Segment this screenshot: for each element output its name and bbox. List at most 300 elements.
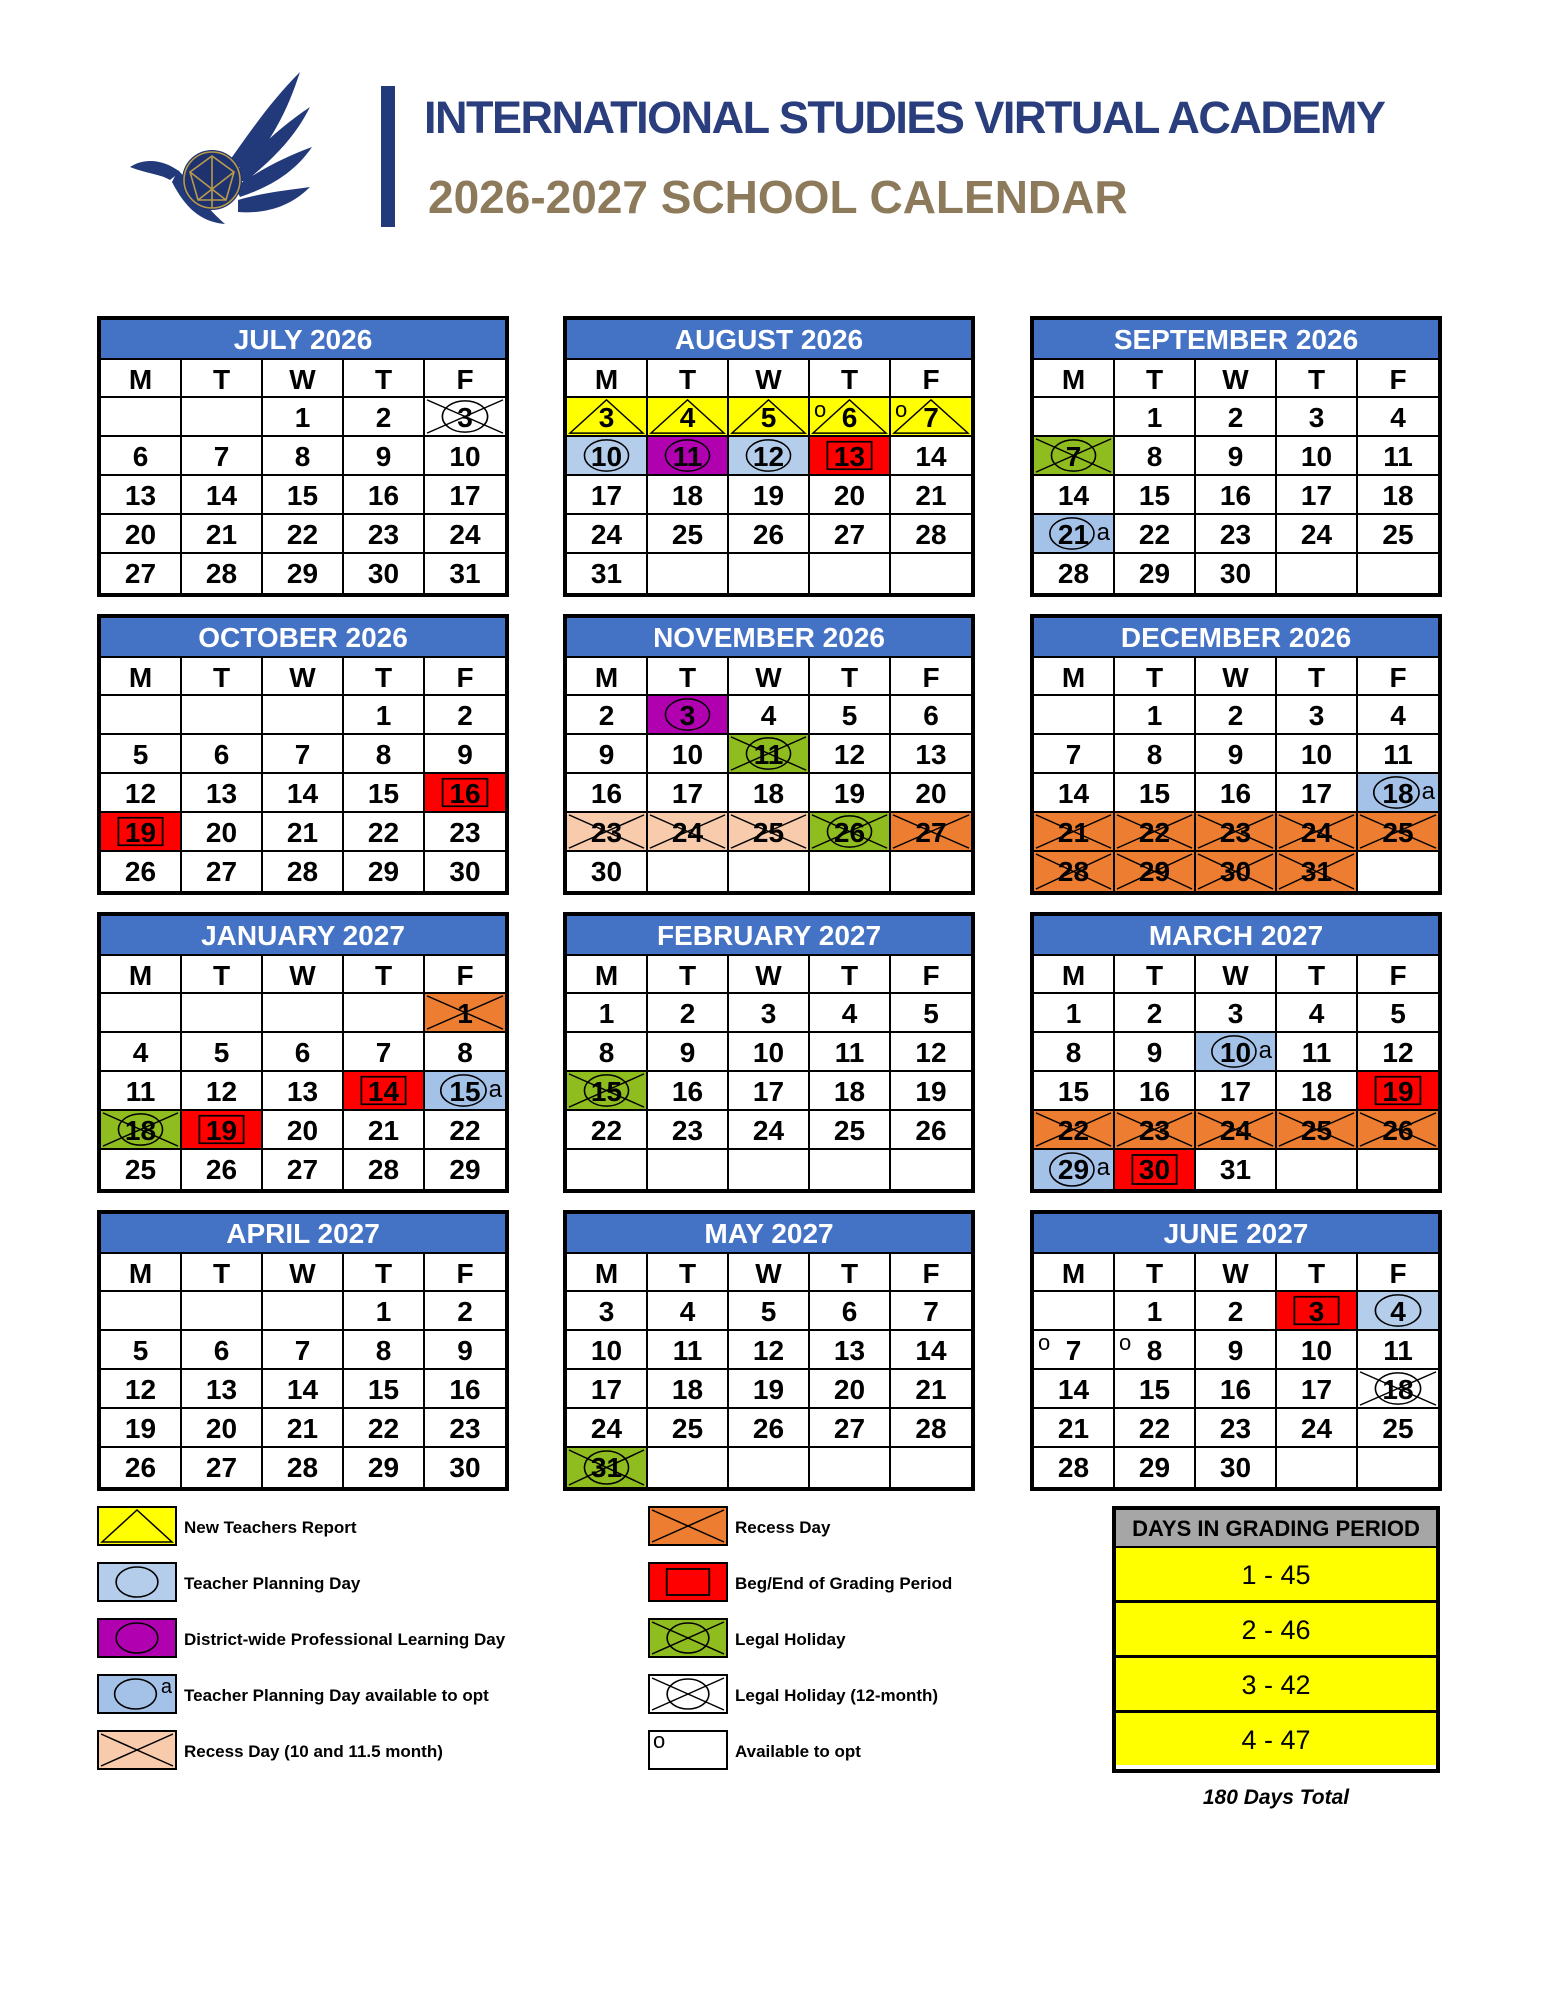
day-cell	[1358, 1409, 1438, 1448]
day-number: 20	[124, 519, 157, 550]
day-cell	[1277, 1331, 1358, 1370]
day-cell	[344, 476, 425, 515]
day-cell	[182, 554, 263, 593]
day-cell	[1034, 774, 1115, 813]
day-cell	[810, 1370, 891, 1409]
day-cell	[1358, 476, 1438, 515]
day-number: 2	[457, 700, 473, 731]
day-cell	[729, 1370, 810, 1409]
day-number: 23	[1219, 817, 1252, 848]
weekday-header: M	[1034, 360, 1115, 398]
day-number: 14	[286, 778, 319, 809]
available-opt-icon: o	[1119, 1330, 1132, 1355]
day-cell-planningopt	[425, 1072, 505, 1111]
day-cell	[101, 1331, 182, 1370]
month-grid	[567, 1254, 971, 1487]
day-cell	[1196, 515, 1277, 554]
day-cell	[425, 1409, 505, 1448]
day-cell	[648, 1292, 729, 1331]
month-grid	[567, 956, 971, 1189]
day-number: 18	[124, 1115, 157, 1146]
day-number: 22	[590, 1115, 623, 1146]
day-number: 13	[286, 1076, 319, 1107]
day-cell	[1358, 398, 1438, 437]
day-number: 5	[132, 1335, 149, 1366]
day-cell	[729, 1111, 810, 1150]
legend-label: New Teachers Report	[184, 1518, 357, 1537]
day-number: 17	[1300, 480, 1333, 511]
grading-period-row: 2 - 46	[1116, 1603, 1436, 1658]
day-cell-recess	[1277, 813, 1358, 852]
day-number: 26	[124, 856, 157, 887]
day-cell	[1115, 1448, 1196, 1487]
day-cell	[810, 696, 891, 735]
day-number: 21	[367, 1115, 400, 1146]
legend-proflearning-icon	[97, 1618, 177, 1658]
empty-cell	[1277, 1448, 1358, 1487]
day-number: 31	[590, 1452, 623, 1483]
day-number: 7	[923, 402, 939, 433]
day-number: 2	[1227, 700, 1244, 731]
day-number: 20	[915, 778, 947, 809]
day-cell	[1277, 774, 1358, 813]
legend-item	[648, 1562, 1088, 1608]
month-grid	[567, 658, 971, 891]
day-number: 30	[1219, 558, 1252, 589]
day-cell	[1034, 1331, 1115, 1370]
day-cell	[810, 515, 891, 554]
day-number: 18	[1382, 778, 1414, 809]
weekday-header: T	[1115, 1254, 1196, 1292]
day-cell	[1196, 735, 1277, 774]
month-title: AUGUST 2026	[567, 320, 971, 360]
legend-recess-icon	[648, 1506, 728, 1546]
weekday-header: T	[344, 360, 425, 398]
day-cell	[1034, 1370, 1115, 1409]
day-number: 2	[1227, 1296, 1244, 1327]
day-number: 4	[679, 402, 696, 433]
weekday-header: T	[648, 1254, 729, 1292]
opt-marker: a	[488, 1076, 502, 1103]
day-cell	[810, 1409, 891, 1448]
day-cell	[567, 1409, 648, 1448]
day-number: 4	[1390, 700, 1406, 731]
legend-label: Legal Holiday (12-month)	[735, 1686, 939, 1705]
day-number: 20	[205, 817, 238, 848]
opt-marker: a	[1096, 519, 1110, 546]
day-cell	[729, 994, 810, 1033]
day-number: 14	[367, 1076, 400, 1107]
day-cell	[101, 515, 182, 554]
day-number: 28	[367, 1154, 400, 1185]
day-cell-newteacher	[567, 398, 648, 437]
weekday-header: W	[263, 360, 344, 398]
legend-label: Teacher Planning Day	[184, 1574, 361, 1593]
day-cell	[648, 1370, 729, 1409]
day-number: 31	[449, 558, 481, 589]
day-cell	[182, 852, 263, 891]
month-block	[1030, 316, 1442, 597]
empty-cell	[1358, 1150, 1438, 1189]
day-cell	[810, 1111, 891, 1150]
month-block	[97, 316, 509, 597]
day-number: 12	[124, 778, 157, 809]
weekday-header: T	[1115, 658, 1196, 696]
month-title: FEBRUARY 2027	[567, 916, 971, 956]
month-block	[563, 316, 975, 597]
weekday-header: F	[891, 956, 971, 994]
day-cell	[344, 1150, 425, 1189]
day-number: 10	[590, 441, 623, 472]
day-cell	[425, 1292, 505, 1331]
day-number: 28	[1057, 856, 1090, 887]
day-cell	[729, 1331, 810, 1370]
day-cell-proflearning	[648, 696, 729, 735]
empty-cell	[729, 852, 810, 891]
day-number: 22	[286, 519, 319, 550]
legend-item	[97, 1506, 537, 1552]
day-cell	[182, 1033, 263, 1072]
day-number: 15	[286, 480, 319, 511]
day-number: 3	[1308, 402, 1325, 433]
day-cell-planningopt	[1034, 515, 1115, 554]
day-cell	[891, 1292, 971, 1331]
day-number: 7	[1065, 1335, 1082, 1366]
day-number: 26	[752, 1413, 785, 1444]
weekday-header: T	[182, 1254, 263, 1292]
day-cell	[1115, 696, 1196, 735]
day-number: 23	[1219, 519, 1252, 550]
day-cell	[1034, 554, 1115, 593]
day-number: 8	[294, 441, 311, 472]
day-number: 17	[752, 1076, 785, 1107]
weekday-header: T	[1277, 360, 1358, 398]
empty-cell	[101, 696, 182, 735]
day-number: 29	[1138, 558, 1171, 589]
day-cell	[567, 515, 648, 554]
day-number: 15	[1138, 1374, 1171, 1405]
day-number: 16	[590, 778, 623, 809]
month-grid	[101, 360, 505, 593]
empty-cell	[263, 1292, 344, 1331]
day-number: 15	[1138, 778, 1171, 809]
day-cell	[810, 994, 891, 1033]
empty-cell	[648, 852, 729, 891]
day-number: 22	[449, 1115, 481, 1146]
day-cell	[263, 1072, 344, 1111]
eagle-globe-icon	[130, 72, 315, 232]
day-number: 23	[1138, 1115, 1171, 1146]
day-cell	[344, 813, 425, 852]
day-number: 26	[124, 1452, 157, 1483]
day-cell	[810, 735, 891, 774]
day-cell	[810, 1072, 891, 1111]
day-cell	[425, 813, 505, 852]
day-cell	[1196, 1072, 1277, 1111]
day-number: 26	[752, 519, 785, 550]
empty-cell	[1034, 398, 1115, 437]
day-number: 25	[124, 1154, 157, 1185]
empty-cell	[648, 1150, 729, 1189]
day-number: 11	[672, 441, 703, 472]
month-title: MAY 2027	[567, 1214, 971, 1254]
weekday-header: M	[1034, 658, 1115, 696]
opt-marker: a	[160, 1676, 172, 1698]
day-cell	[810, 476, 891, 515]
day-cell	[1277, 696, 1358, 735]
day-cell	[648, 1033, 729, 1072]
day-cell	[1196, 1331, 1277, 1370]
legend-item	[97, 1730, 537, 1776]
day-number: 25	[1382, 519, 1414, 550]
day-cell	[344, 852, 425, 891]
day-cell	[567, 1111, 648, 1150]
available-opt-icon: o	[1038, 1330, 1051, 1355]
day-number: 25	[1382, 817, 1414, 848]
empty-cell	[567, 1150, 648, 1189]
day-cell	[1358, 515, 1438, 554]
day-cell	[1034, 476, 1115, 515]
day-number: 5	[760, 402, 777, 433]
day-cell-newteacher	[729, 398, 810, 437]
day-cell	[1115, 994, 1196, 1033]
day-number: 9	[1146, 1037, 1163, 1068]
weekday-header: T	[1277, 956, 1358, 994]
day-cell	[729, 1072, 810, 1111]
day-number: 28	[286, 856, 319, 887]
empty-cell	[891, 1150, 971, 1189]
empty-cell	[182, 994, 263, 1033]
day-cell	[344, 696, 425, 735]
day-cell	[1034, 1033, 1115, 1072]
day-cell	[810, 1033, 891, 1072]
day-cell	[425, 1448, 505, 1487]
day-cell-recess	[1277, 852, 1358, 891]
day-number: 27	[833, 1413, 866, 1444]
day-cell	[425, 476, 505, 515]
day-number: 16	[367, 480, 400, 511]
day-number: 2	[1146, 998, 1163, 1029]
day-cell	[1196, 774, 1277, 813]
day-number: 24	[752, 1115, 785, 1146]
weekday-header: M	[101, 1254, 182, 1292]
day-number: 16	[1138, 1076, 1171, 1107]
opt-marker: a	[1258, 1037, 1272, 1064]
weekday-header: W	[263, 1254, 344, 1292]
day-number: 1	[1146, 700, 1163, 731]
day-number: 20	[833, 1374, 866, 1405]
day-number: 6	[841, 1296, 858, 1327]
weekday-header: T	[344, 1254, 425, 1292]
day-cell-recess	[1196, 1111, 1277, 1150]
weekday-header: T	[1277, 658, 1358, 696]
day-number: 18	[752, 778, 785, 809]
month-title: MARCH 2027	[1034, 916, 1438, 956]
day-cell	[1115, 735, 1196, 774]
day-cell	[1115, 1409, 1196, 1448]
day-cell	[344, 437, 425, 476]
day-cell-recess10	[567, 813, 648, 852]
day-number: 17	[449, 480, 481, 511]
day-cell	[1196, 696, 1277, 735]
day-number: 9	[598, 739, 615, 770]
month-title: JUNE 2027	[1034, 1214, 1438, 1254]
day-number: 11	[1383, 1335, 1413, 1366]
day-number: 23	[449, 817, 481, 848]
legend-item	[648, 1730, 1088, 1776]
legend-label: Recess Day (10 and 11.5 month)	[184, 1742, 443, 1761]
day-cell	[263, 1448, 344, 1487]
month-title: DECEMBER 2026	[1034, 618, 1438, 658]
day-cell-newteacher	[648, 398, 729, 437]
month-grid	[101, 1254, 505, 1487]
day-cell	[567, 774, 648, 813]
weekday-header: W	[729, 956, 810, 994]
legend-item	[648, 1674, 1088, 1720]
weekday-header: T	[1115, 956, 1196, 994]
day-number: 17	[1300, 778, 1333, 809]
day-number: 28	[1057, 1452, 1090, 1483]
empty-cell	[810, 554, 891, 593]
day-cell-recess	[1115, 1111, 1196, 1150]
day-number: 10	[1300, 739, 1333, 770]
day-cell-recess	[1034, 1111, 1115, 1150]
day-number: 30	[590, 856, 623, 887]
day-cell	[425, 437, 505, 476]
day-number: 21	[1057, 1413, 1090, 1444]
empty-cell	[1277, 1150, 1358, 1189]
empty-cell	[1277, 554, 1358, 593]
day-number: 31	[590, 558, 623, 589]
header-divider	[381, 86, 395, 227]
day-cell	[567, 1331, 648, 1370]
legend-item	[97, 1562, 537, 1608]
empty-cell	[101, 1292, 182, 1331]
day-cell	[1115, 1033, 1196, 1072]
month-block	[1030, 912, 1442, 1193]
day-cell	[182, 1331, 263, 1370]
day-cell	[182, 1150, 263, 1189]
day-cell	[263, 1111, 344, 1150]
day-cell	[1196, 554, 1277, 593]
day-cell	[101, 735, 182, 774]
day-number: 29	[1138, 856, 1171, 887]
legend-planningopt-icon	[97, 1674, 177, 1714]
day-number: 17	[671, 778, 704, 809]
day-number: 27	[205, 856, 238, 887]
day-number: 1	[1146, 1296, 1163, 1327]
day-number: 16	[1219, 480, 1252, 511]
empty-cell	[891, 554, 971, 593]
day-number: 1	[1146, 402, 1163, 433]
weekday-header: F	[891, 1254, 971, 1292]
day-cell	[891, 1331, 971, 1370]
day-number: 1	[375, 1296, 392, 1327]
day-cell	[891, 1409, 971, 1448]
day-number: 31	[1219, 1154, 1252, 1185]
opt-marker: a	[1096, 1154, 1110, 1181]
day-number: 3	[457, 402, 473, 433]
day-number: 5	[923, 998, 939, 1029]
day-number: 16	[1219, 778, 1252, 809]
weekday-header: T	[344, 956, 425, 994]
day-number: 10	[671, 739, 704, 770]
day-number: 22	[1138, 519, 1171, 550]
month-block	[1030, 1210, 1442, 1491]
day-number: 13	[915, 739, 947, 770]
day-cell	[263, 735, 344, 774]
day-cell	[567, 1033, 648, 1072]
day-number: 30	[449, 1452, 481, 1483]
day-number: 14	[915, 1335, 947, 1366]
day-cell-grading	[1277, 1292, 1358, 1331]
day-cell	[263, 1150, 344, 1189]
weekday-header: M	[101, 360, 182, 398]
day-number: 24	[1300, 817, 1333, 848]
day-cell-newteacher	[810, 398, 891, 437]
day-number: 22	[367, 817, 400, 848]
day-number: 4	[1390, 402, 1406, 433]
day-cell	[344, 1111, 425, 1150]
month-title: NOVEMBER 2026	[567, 618, 971, 658]
day-cell-recess	[1277, 1111, 1358, 1150]
day-cell	[1115, 398, 1196, 437]
day-number: 26	[1382, 1115, 1414, 1146]
day-cell	[1196, 398, 1277, 437]
legend-holiday12-icon	[648, 1674, 728, 1714]
day-cell	[1358, 994, 1438, 1033]
day-cell	[425, 554, 505, 593]
day-cell	[1115, 1072, 1196, 1111]
day-cell	[101, 852, 182, 891]
day-cell	[891, 696, 971, 735]
weekday-header: F	[425, 956, 505, 994]
day-cell	[1277, 515, 1358, 554]
month-block	[97, 1210, 509, 1491]
day-number: 8	[1146, 739, 1163, 770]
day-number: 2	[1227, 402, 1244, 433]
day-number: 26	[833, 817, 866, 848]
day-cell	[1196, 1292, 1277, 1331]
day-cell	[1034, 1448, 1115, 1487]
day-number: 1	[1065, 998, 1082, 1029]
day-number: 12	[124, 1374, 157, 1405]
day-number: 16	[449, 778, 481, 809]
day-cell	[1115, 1370, 1196, 1409]
empty-cell	[1358, 554, 1438, 593]
day-number: 3	[598, 402, 615, 433]
day-number: 6	[213, 739, 230, 770]
day-cell	[182, 1448, 263, 1487]
day-cell-holiday	[567, 1448, 648, 1487]
legend-item	[648, 1618, 1088, 1664]
day-number: 22	[1057, 1115, 1090, 1146]
day-number: 18	[1300, 1076, 1333, 1107]
day-number: 13	[833, 1335, 866, 1366]
day-number: 9	[457, 739, 473, 770]
day-number: 15	[449, 1076, 481, 1107]
weekday-header: F	[425, 1254, 505, 1292]
day-number: 15	[590, 1076, 623, 1107]
month-block	[97, 912, 509, 1193]
day-number: 2	[679, 998, 696, 1029]
month-grid	[101, 658, 505, 891]
day-number: 8	[457, 1037, 473, 1068]
day-number: 8	[1146, 441, 1163, 472]
day-number: 4	[679, 1296, 696, 1327]
day-cell	[729, 1033, 810, 1072]
empty-cell	[263, 696, 344, 735]
